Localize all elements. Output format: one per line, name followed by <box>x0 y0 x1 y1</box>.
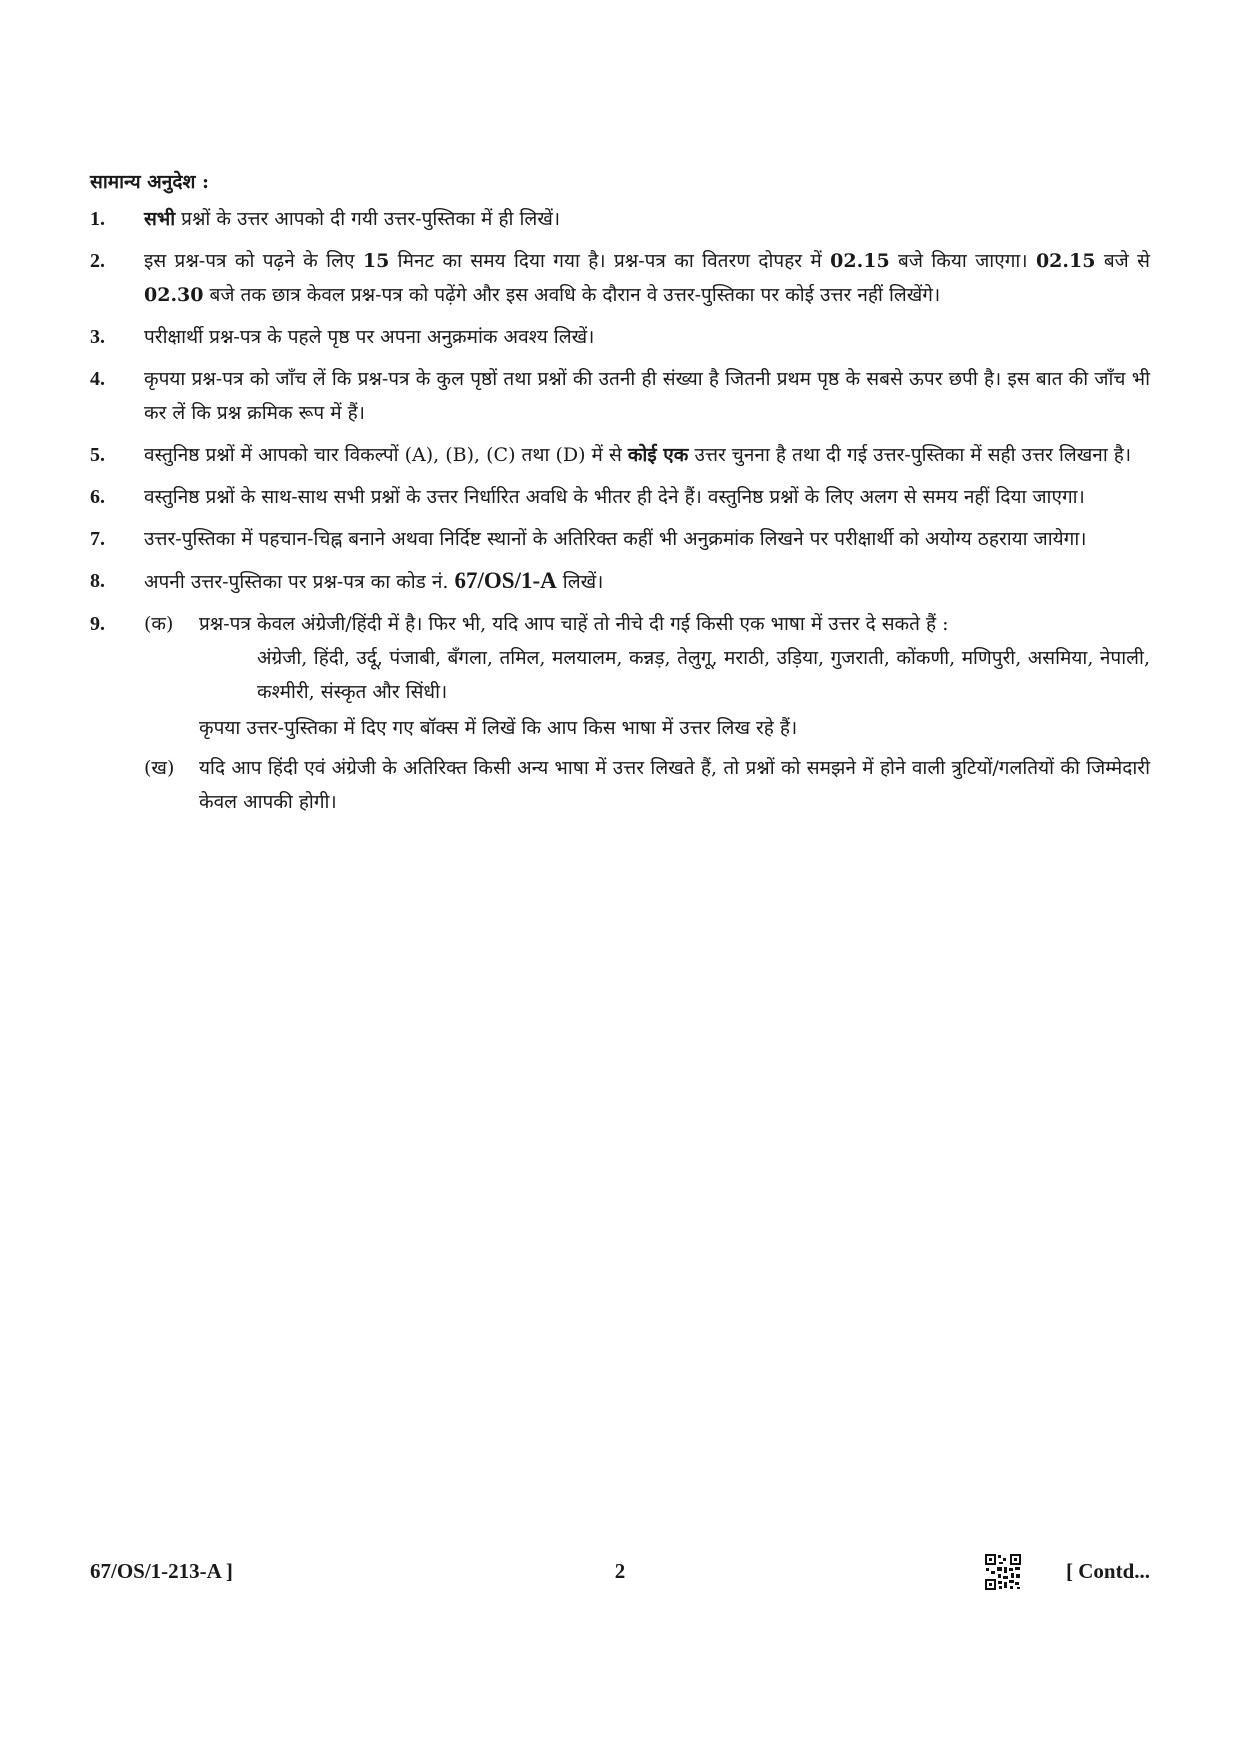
item-text <box>144 202 1150 236</box>
item-text <box>144 564 1150 599</box>
instruction-4 <box>90 362 1150 430</box>
item-number: 7. <box>90 528 105 550</box>
page-number: 2 <box>614 1559 626 1583</box>
sub-item-a <box>144 607 1150 641</box>
bold-text: 02.15 <box>1035 250 1096 272</box>
instruction-7 <box>90 522 1150 556</box>
language-note: कृपया उत्तर-पुस्तिका में दिए गए बॉक्स में लिखें कि आप किस भाषा में उत्तर लिख रहे हैं। <box>199 717 798 739</box>
item-number: 3. <box>90 326 105 348</box>
item-text: कृपया प्रश्न-पत्र को जाँच लें कि प्रश्न-पत्र के कुल पृष्ठों तथा प्रश्नों की उतनी ही संख्या है जितनी प्रथम पृष्ठ के सबसे ऊपर छपी है। इस बात की जाँच भी कर लें कि प्रश्न क्रमिक रूप में हैं। <box>144 368 1150 424</box>
item-text: परीक्षार्थी प्रश्न-पत्र के पहले पृष्ठ पर अपना अनुक्रमांक अवश्य लिखें। <box>144 326 595 348</box>
text-span: उत्तर चुनना है तथा दी गई उत्तर-पुस्तिका में सही उत्तर लिखना है। <box>688 444 1132 466</box>
sub-item-text: प्रश्न-पत्र केवल अंग्रेजी/हिंदी में है। फिर भी, यदि आप चाहें तो नीचे दी गई किसी एक भाषा में उत्तर दे सकते हैं : <box>199 613 949 635</box>
text-span: बजे तक छात्र केवल प्रश्न-पत्र को पढ़ेंगे और इस अवधि के दौरान वे उत्तर-पुस्तिका पर कोई उत्तर नहीं लिखेंगे। <box>203 284 941 306</box>
item-number: 1. <box>90 208 105 230</box>
instruction-5 <box>90 438 1150 472</box>
page-footer <box>90 1553 1150 1593</box>
item-text <box>144 438 1150 472</box>
instruction-2 <box>90 244 1150 312</box>
text-span: इस प्रश्न-पत्र को पढ़ने के लिए <box>144 250 363 272</box>
paper-code: 67/OS/1-A <box>454 568 557 593</box>
instruction-6 <box>90 480 1150 514</box>
languages-list: अंग्रेजी, हिंदी, उर्दू, पंजाबी, बँगला, तमिल, मलयालम, कन्नड़, तेलुगू, मराठी, उड़िया, गुजराती, कोंकणी, मणिपुरी, असमिया, नेपाली, कश्मीरी, संस्कृत और सिंधी। <box>257 647 1150 703</box>
item-number: 5. <box>90 444 105 466</box>
item-text: उत्तर-पुस्तिका में पहचान-चिह्न बनाने अथवा निर्दिष्ट स्थानों के अतिरिक्त कहीं भी अनुक्रमांक लिखने पर परीक्षार्थी को अयोग्य ठहराया जायेगा। <box>144 528 1087 550</box>
bold-text: कोई एक <box>627 444 689 466</box>
instructions-list <box>90 202 1150 827</box>
bold-text: 15 <box>362 250 390 272</box>
item-text: वस्तुनिष्ठ प्रश्नों के साथ-साथ सभी प्रश्नों के उत्तर निर्धारित अवधि के भीतर ही देने हैं। वस्तुनिष्ठ प्रश्नों के लिए अलग से समय नहीं दिया जाएगा। <box>144 486 1085 508</box>
item-number: 6. <box>90 486 105 508</box>
item-number: 2. <box>90 250 105 272</box>
sub-item-label: (क) <box>144 613 174 635</box>
item-number: 9. <box>90 613 105 635</box>
instruction-8 <box>90 564 1150 599</box>
item-number: 4. <box>90 368 105 390</box>
bold-text: 02.15 <box>830 250 890 272</box>
text-span: लिखें। <box>556 571 604 593</box>
instruction-1 <box>90 202 1150 236</box>
instruction-9 <box>90 607 1150 819</box>
text-span: अपनी उत्तर-पुस्तिका पर प्रश्न-पत्र का कोड नं. <box>144 571 455 593</box>
sub-item-label: (ख) <box>144 757 175 779</box>
sub-item-b <box>144 751 1150 819</box>
item-number: 8. <box>90 570 105 592</box>
bold-text: 02.30 <box>144 284 204 306</box>
text-span: प्रश्नों के उत्तर आपको दी गयी उत्तर-पुस्तिका में ही लिखें। <box>175 208 561 230</box>
text-span: वस्तुनिष्ठ प्रश्नों में आपको चार विकल्पों (A), (B), (C) तथा (D) में से <box>144 444 628 466</box>
instruction-3 <box>90 320 1150 354</box>
text-span: मिनट का समय दिया गया है। प्रश्न-पत्र का वितरण दोपहर में <box>389 250 831 272</box>
instructions-heading: सामान्य अनुदेश : <box>90 171 209 193</box>
continued-label: [ Contd... <box>1065 1559 1150 1583</box>
bold-text: सभी <box>144 208 176 230</box>
footer-paper-code: 67/OS/1-213-A ] <box>90 1559 233 1583</box>
text-span: बजे किया जाएगा। <box>889 250 1036 272</box>
qr-code-icon <box>984 1553 1022 1591</box>
item-text <box>144 244 1150 312</box>
sub-item-text: यदि आप हिंदी एवं अंग्रेजी के अतिरिक्त किसी अन्य भाषा में उत्तर लिखते हैं, तो प्रश्नों को समझने में होने वाली त्रुटियों/गलतियों की जिम्मेदारी केवल आपकी होगी। <box>199 757 1150 813</box>
text-span: बजे से <box>1095 250 1150 272</box>
